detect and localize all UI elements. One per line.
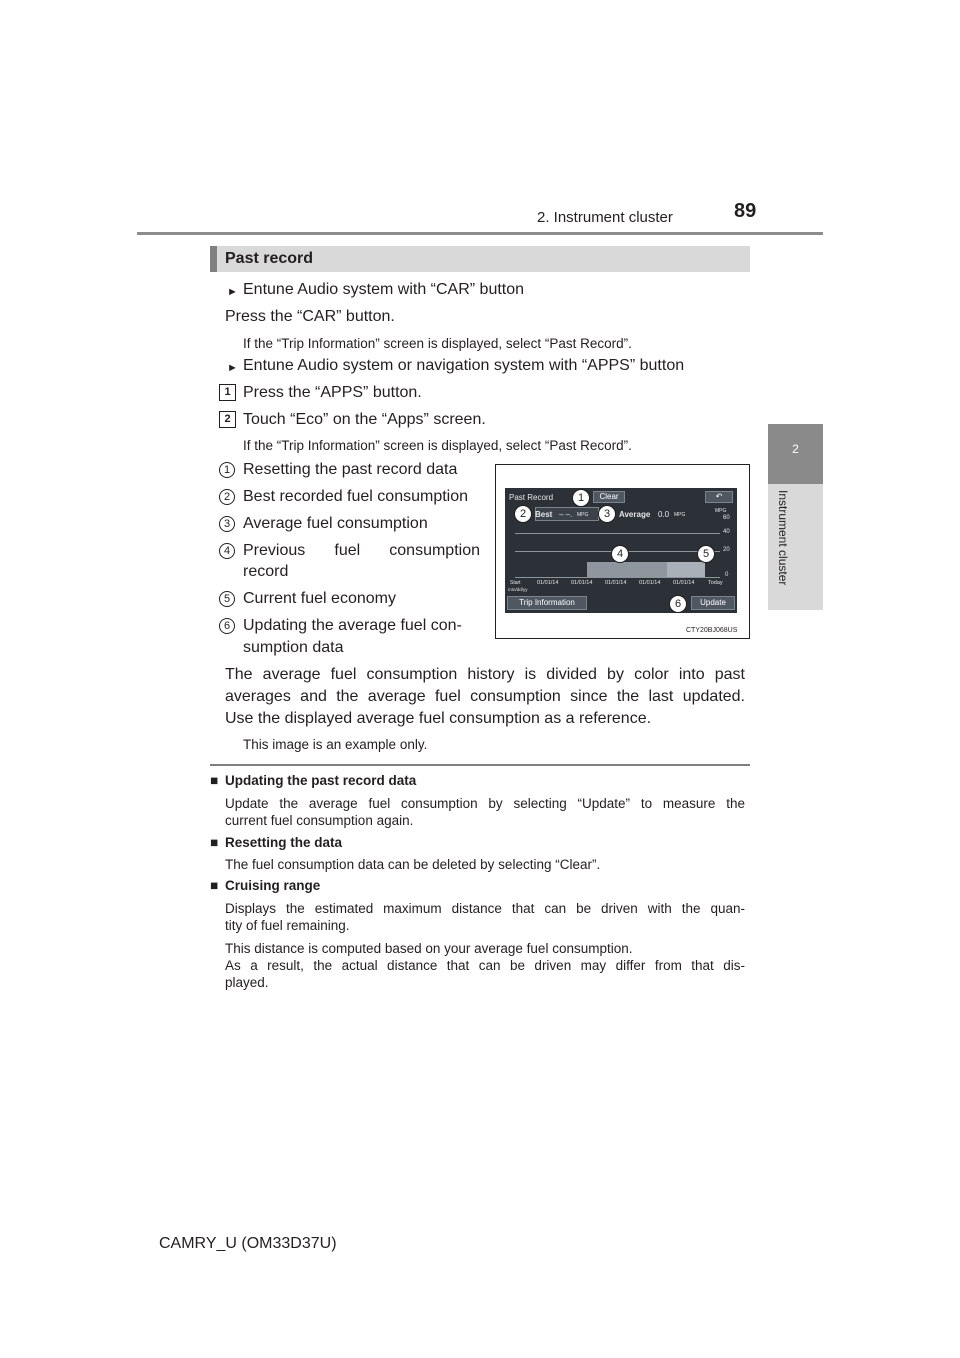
- date-label: 01/01/14: [605, 580, 627, 586]
- note-reset-line-1: The fuel consumption data can be deleted by selecting “Clear”.: [225, 857, 601, 872]
- date-label: 01/01/14: [673, 580, 695, 586]
- callout-circle: 1: [572, 489, 590, 507]
- today-label: Today: [708, 580, 723, 586]
- note-cruising-line-4: As a result, the actual distance that can be driven may differ from that dis-: [225, 958, 745, 973]
- trip-information-button[interactable]: Trip Information: [507, 596, 587, 610]
- legend-item-5: Current fuel economy: [243, 590, 396, 607]
- instruction-car: Press the “CAR” button.: [225, 308, 395, 325]
- note-update-line-1: Update the average fuel consumption by selecting “Update” to measure the: [225, 796, 745, 811]
- best-value: – –.: [559, 510, 573, 519]
- note-cruising-line-5: played.: [225, 975, 269, 990]
- update-button[interactable]: Update: [691, 596, 735, 610]
- step-1-text: Press the “APPS” button.: [243, 384, 422, 401]
- best-label: Best: [535, 510, 553, 519]
- screen-title: Past Record: [509, 493, 554, 502]
- note-title-cruising: Cruising range: [225, 878, 321, 893]
- paragraph-line-1: The average fuel consumption history is divided by color into past: [225, 666, 745, 683]
- y-tick-40: 40: [723, 529, 730, 535]
- date-label: 01/01/14: [571, 580, 593, 586]
- date-format: mm/dd/yy: [508, 587, 528, 592]
- note-title-update: Updating the past record data: [225, 773, 417, 788]
- footer-model-code: CAMRY_U (OM33D37U): [159, 1235, 337, 1252]
- legend-number-circle: 3: [219, 516, 235, 532]
- callout-circle: 2: [514, 505, 532, 523]
- clear-button[interactable]: Clear: [593, 491, 625, 503]
- callout-circle: 3: [598, 505, 616, 523]
- step-number-box: 1: [219, 384, 236, 401]
- subheading-car-button: Entune Audio system with “CAR” button: [243, 281, 525, 298]
- y-tick-60: 60: [723, 515, 730, 521]
- legend-number-circle: 4: [219, 543, 235, 559]
- step-2-text: Touch “Eco” on the “Apps” screen.: [243, 411, 486, 428]
- figure-code: CTY20BJ068US: [686, 627, 738, 634]
- legend-number-circle: 2: [219, 489, 235, 505]
- note-title-reset: Resetting the data: [225, 835, 343, 850]
- start-label: Start: [510, 580, 521, 586]
- legend-item-2: Best recorded fuel consumption: [243, 488, 469, 505]
- date-label: 01/01/14: [639, 580, 661, 586]
- best-unit: MPG: [577, 512, 589, 518]
- section-title: Past record: [225, 250, 314, 267]
- note-car: If the “Trip Information” screen is displayed, select “Past Record”.: [243, 336, 632, 351]
- chapter-tab-label: Instrument cluster: [776, 490, 790, 586]
- legend-item-6-line1: Updating the average fuel con-: [243, 617, 462, 634]
- legend-item-4-line1: Previous fuel consumption: [243, 542, 480, 559]
- legend-item-4-line2: record: [243, 563, 289, 580]
- page-number: 89: [734, 200, 757, 222]
- chapter-tab-number: 2: [768, 424, 823, 484]
- paragraph-line-3: Use the displayed average fuel consumption as a reference.: [225, 710, 652, 727]
- note-cruising-line-3: This distance is computed based on your average fuel consumption.: [225, 941, 633, 956]
- legend-number-circle: 6: [219, 618, 235, 634]
- back-icon[interactable]: ↶: [705, 491, 733, 503]
- legend-item-3: Average fuel consumption: [243, 515, 428, 532]
- note-update-line-2: current fuel consumption again.: [225, 813, 414, 828]
- axis-unit: MPG: [715, 508, 727, 514]
- legend-item-1: Resetting the past record data: [243, 461, 458, 478]
- chart-bar-current: [667, 562, 705, 577]
- callout-circle: 5: [697, 545, 715, 563]
- notes-separator: [210, 764, 750, 766]
- legend-number-circle: 5: [219, 591, 235, 607]
- triangle-bullet-icon: ►: [227, 286, 238, 298]
- header-section-title: 2. Instrument cluster: [537, 209, 673, 226]
- chart-gridline: [515, 533, 720, 534]
- callout-circle: 6: [669, 595, 687, 613]
- header-rule: [137, 232, 823, 235]
- date-label: 01/01/14: [537, 580, 559, 586]
- note-cruising-line-2: tity of fuel remaining.: [225, 918, 350, 933]
- y-tick-0: 0: [725, 572, 729, 578]
- square-bullet-icon: ■: [210, 878, 219, 893]
- chart-baseline: [515, 577, 720, 578]
- square-bullet-icon: ■: [210, 835, 219, 850]
- step-number-box: 2: [219, 411, 236, 428]
- average-unit: MPG: [674, 512, 686, 518]
- note-apps: If the “Trip Information” screen is displayed, select “Past Record”.: [243, 438, 632, 453]
- legend-number-circle: 1: [219, 462, 235, 478]
- chart-bar-past: [587, 562, 667, 577]
- subheading-apps-button: Entune Audio system or navigation system with “APPS” button: [243, 357, 685, 374]
- average-value: 0.0: [658, 510, 670, 519]
- legend-item-6-line2: sumption data: [243, 639, 344, 656]
- square-bullet-icon: ■: [210, 773, 219, 788]
- paragraph-line-2: averages and the average fuel consumption since the last updated.: [225, 688, 745, 705]
- example-note: This image is an example only.: [243, 737, 428, 752]
- y-tick-20: 20: [723, 547, 730, 553]
- callout-circle: 4: [611, 545, 629, 563]
- average-label: Average: [619, 510, 651, 519]
- triangle-bullet-icon: ►: [227, 362, 238, 374]
- note-cruising-line-1: Displays the estimated maximum distance that can be driven with the quan-: [225, 901, 745, 916]
